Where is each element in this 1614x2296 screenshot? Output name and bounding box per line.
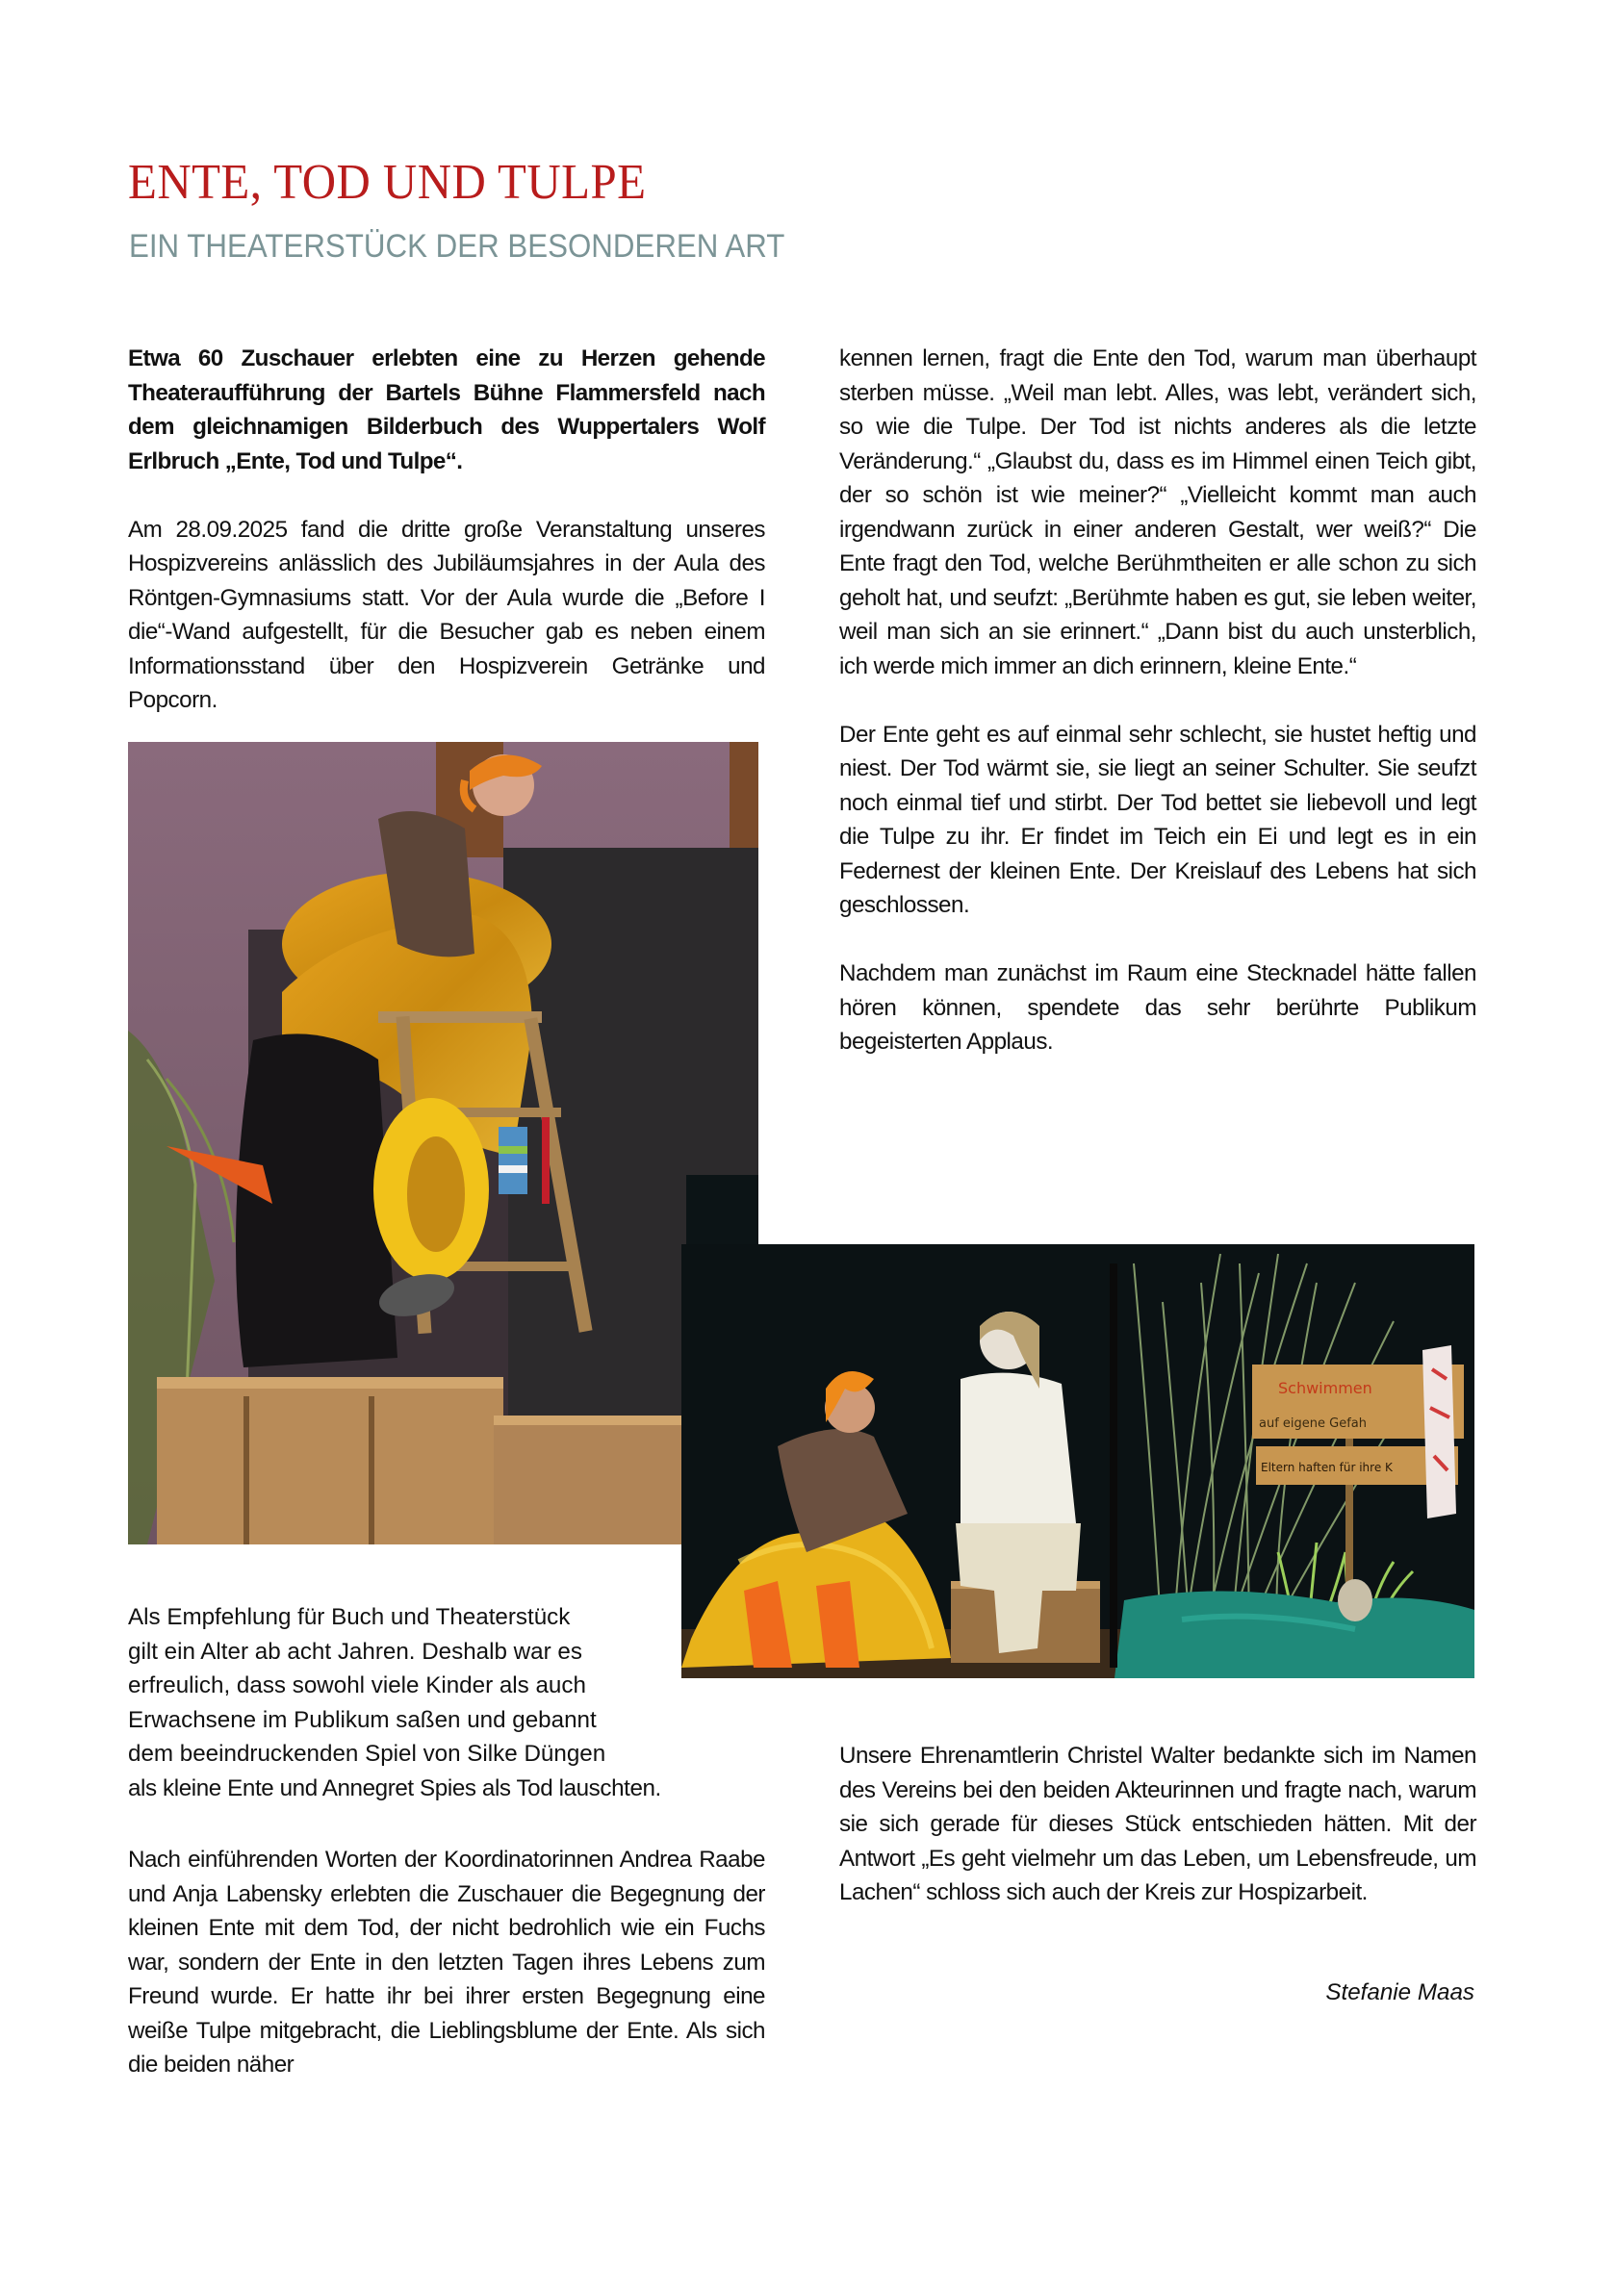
photo-duck-and-death [681,1244,1474,1678]
left-column-bottom [128,1843,765,2082]
caption-line: dem beeindruckenden Spiel von Silke Düngen [128,1741,606,1767]
caption-line: als kleine Ente und Annegret Spies als Tod lauschten. [128,1774,661,1801]
paragraph-event: Am 28.09.2025 fand die dritte große Veranstaltung unseres Hospizvereins anlässlich des Jubiläumsjahres in der Aula des Röntgen-Gymnasiums statt. Vor der Aula wurde die „Before I die“-Wand aufgestellt, für die Besucher gab es neben einem Informationsstand über den Hospizverein Getränke und Popcorn. [128,516,765,713]
photo-duck-on-ladder [128,742,758,1544]
sign-text-eltern: Eltern haften für ihre K [1261,1461,1393,1474]
left-column-top [128,342,765,718]
sign-text-gefahr: auf eigene Gefah [1259,1416,1367,1431]
article-subtitle: EIN THEATERSTÜCK DER BESONDEREN ART [129,228,785,265]
paragraph-death: Der Ente geht es auf einmal sehr schlecht, sie hustet heftig und niest. Der Tod wärmt sie, sie liegt an seiner Schulter. Sie seufzt noch einmal tief und stirbt. Der Tod bettet sie liebevoll und legt die Tulpe zu ihr. Er findet im Teich ein Ei und legt es in ein Federnest der kleinen Ente. Der Kreislauf des Lebens hat sich geschlossen. [839,721,1476,918]
paragraph-encounter: Nach einführenden Worten der Koordinatorinnen Andrea Raabe und Anja Labensky erlebten die Zuschauer die Begegnung der kleinen Ente mit dem Tod, der nicht bedrohlich wie ein Fuchs war, sondern der Ente in den letzten Tagen ihres Lebens zum Freund wurde. Er hatte ihr bei ihrer ersten Begegnung eine weiße Tulpe mitgebracht, die Lieblingsblume der Ente. Als sich die beiden näher [128,1847,765,2078]
right-column-top [839,342,1476,1059]
author-signature: Stefanie Maas [1325,1979,1474,2005]
caption-line: Als Empfehlung für Buch und Theaterstück [128,1604,571,1630]
paragraph-thanks: Unsere Ehrenamtlerin Christel Walter bedankte sich im Namen des Vereins bei den beiden Akteurinnen und fragte nach, warum sie sich gerade für dieses Stück entschieden hätten. Mit der Antwort „Es geht vielmehr um das Leben, um Lebensfreude, um Lachen“ schloss sich auch der Kreis zur Hospizarbeit. [839,1743,1476,1905]
caption-line: erfreulich, dass sowohl viele Kinder als auch [128,1672,586,1698]
photo-duck-and-death-illustration [681,1244,1474,1678]
caption-line: Erwachsene im Publikum saßen und gebannt [128,1706,597,1733]
caption-line: gilt ein Alter ab acht Jahren. Deshalb war es [128,1638,582,1665]
lead-paragraph: Etwa 60 Zuschauer erlebten eine zu Herzen gehende Theateraufführung der Bartels Bühne Flammersfeld nach dem gleichnamigen Bilderbuch des Wuppertalers Wolf Erlbruch „Ente, Tod und Tulpe“. [128,345,765,474]
article-title: ENTE, TOD UND TULPE [128,155,647,210]
sign-text-schwimmen: Schwimmen [1278,1379,1372,1397]
photo-caption [128,1600,705,1805]
paragraph-applause: Nachdem man zunächst im Raum eine Stecknadel hätte fallen hören können, spendete das sehr berührte Publikum begeisterten Applaus. [839,960,1476,1055]
paragraph-dialogue: kennen lernen, fragt die Ente den Tod, warum man überhaupt sterben müsse. „Weil man lebt. Alles, was lebt, verändert sich, so wie die Tulpe. Der Tod ist nichts anderes als die letzte Veränderung.“ „Glaubst du, dass es im Himmel einen Teich gibt, der so schön ist wie meiner?“ „Vielleicht kommt man auch irgendwann zurück in einer anderen Gestalt, wer weiß?“ Die Ente fragt den Tod, welche Berühmtheiten er alle schon zu sich geholt hat, und seufzt: „Berühmte haben es gut, sie leben weiter, weil man sich an sie erinnert.“ „Dann bist du auch unsterblich, ich werde mich immer an dich erinnern, kleine Ente.“ [839,345,1476,679]
right-column-bottom [839,1739,1476,1910]
photo-duck-on-ladder-illustration [128,742,758,1544]
